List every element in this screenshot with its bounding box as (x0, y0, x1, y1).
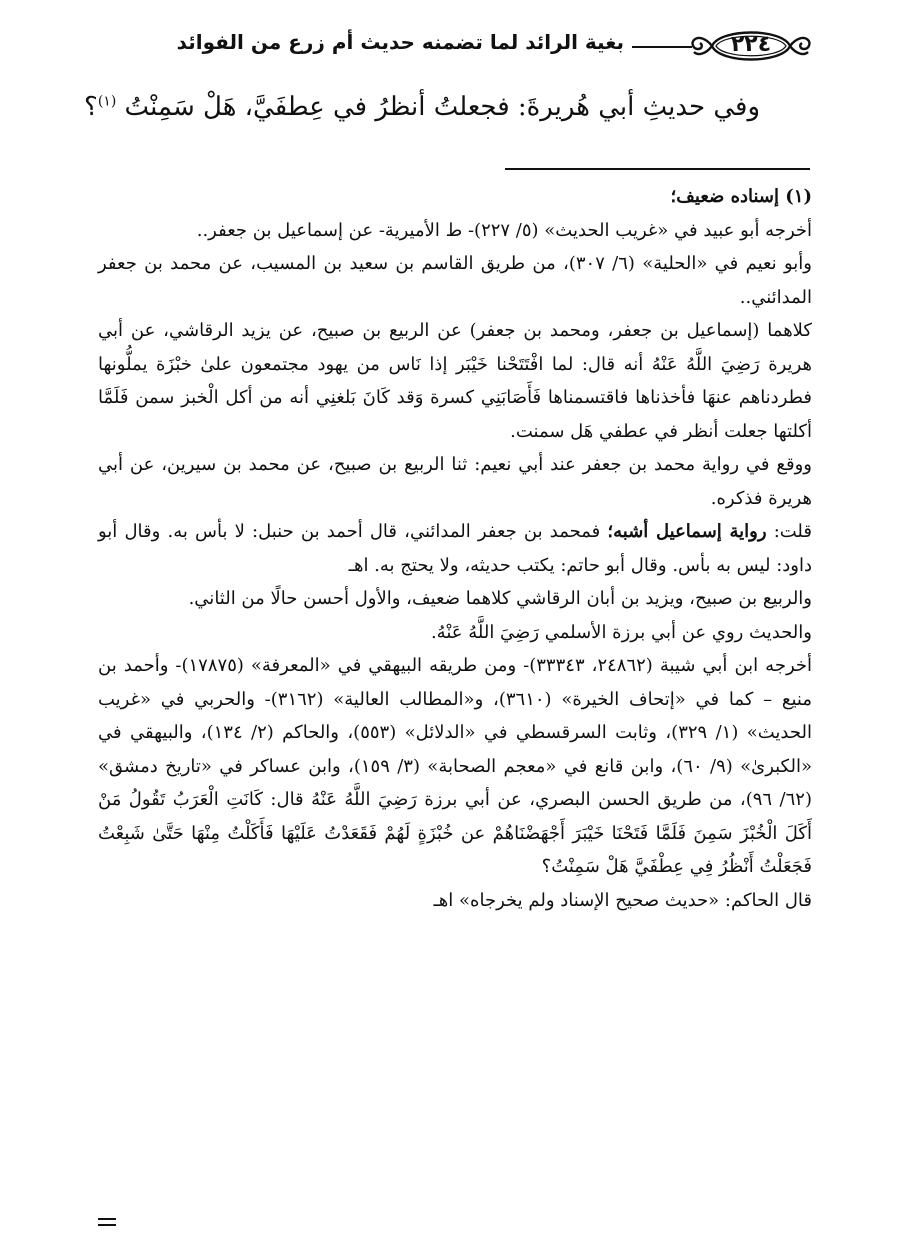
footnote-paragraph-8: أخرجه ابن أبي شيبة (٢٤٨٦٢، ٣٣٣٤٣)- ومن طريقه البيهقي في «المعرفة» (١٧٨٧٥)- وأحمد بن منيع – كما في «إتحاف الخيرة» (٣٦١٠)، و«المطالب العالية» (٣١٦٢)- والحربي في «غريب الحديث» (١/ ٣٢٩)، وثابت السرقسطي في «الدلائل» (٥٥٣)، والحاكم (٢/ ١٣٤)، والبيهقي في «الكبرىٰ» (٩/ ٦٠)، وابن قانع في «معجم الصحابة» (٣/ ١٥٩)، وابن عساكر في «تاريخ دمشق» (٦٢/ ٩٦)، من طريق الحسن البصري، عن أبي برزة رَضِيَ اللَّهُ عَنْهُ قال: كَانَتِ الْعَرَبُ تَقُولُ مَنْ أَكَلَ الْخُبْزَ سَمِنَ فَلَمَّا فَتَحْنَا خَيْبَرَ أَجْهَضْنَاهُمْ عن خُبْزَةٍ لَهُمْ فَقَعَدْتُ عَلَيْهَا فَأَكَلْتُ مِنْهَا حَتَّىٰ شَبِعْتُ فَجَعَلْتُ أَنْظُرُ فِي عِطْفَيَّ هَلْ سَمِنْتُ؟ (98, 655, 813, 877)
footnote-reference[interactable]: (١) (97, 93, 117, 110)
footnote-paragraph-3: كلاهما (إسماعيل بن جعفر، ومحمد بن جعفر) عن الربيع بن صبيح، عن يزيد الرقاشي، عن أبي هريرة رَضِيَ اللَّهُ عَنْهُ أنه قال: لما افْتَتَحْنا خَيْبَر إذا نَاس من يهود مجتمعون علىٰ خبْزَة يملُّونها فطردناهم عنهَا فأخذناها فاقتسمناها فَأَصَابَنِي كسرة وَقد كَانَ بَلغنِي أنه من أكل الْخبز سمن فَلَمَّا أكلتها جعلت أنظر في عطفي هَل سمنت. (98, 320, 812, 442)
footnote-paragraph-6: والربيع بن صبيح، ويزيد بن أبان الرقاشي كلاهما ضعيف، والأول أحسن حالًا من الثاني. (188, 588, 812, 609)
footnote-paragraph-1: أخرجه أبو عبيد في «غريب الحديث» (٥/ ٢٢٧)- ط الأميرية- عن إسماعيل بن جعفر.. (196, 219, 812, 241)
footnotes-block (98, 180, 812, 917)
footnote-separator (505, 168, 810, 170)
footnote-paragraph-4: ووقع في رواية محمد بن جعفر عند أبي نعيم: ثنا الربيع بن صبيح، عن محمد بن سيرين، عن أبي هريرة فذكره. (98, 454, 812, 509)
footnote-paragraph-7: والحديث روي عن أبي برزة الأسلمي رَضِيَ اللَّهُ عَنْهُ. (430, 621, 812, 643)
p5-lead: قلت: (773, 521, 812, 542)
page-number: ٢٢٤ (730, 32, 772, 57)
header-rule (632, 46, 692, 48)
p5-bold: رواية إسماعيل أشبه؛ (607, 521, 767, 542)
continuation-mark (98, 1218, 116, 1226)
footnote-paragraph-2: وأبو نعيم في «الحلية» (٦/ ٣٠٧)، من طريق القاسم بن سعيد بن المسيب، عن محمد بن جعفر المدائني.. (98, 253, 812, 308)
running-title: بغية الرائد لما تضمنه حديث أم زرع من الفوائد (176, 30, 624, 54)
page-header (100, 22, 812, 72)
main-text-end-punct: ؟ (84, 92, 98, 122)
page-number-badge (690, 22, 812, 70)
footnote-heading: (١) إسناده ضعيف؛ (670, 186, 812, 207)
main-text: وفي حديثِ أبي هُريرةَ: فجعلتُ أنظرُ في عِطفَيَّ، هَلْ سَمِنْتُ (124, 92, 760, 122)
main-text-line (84, 92, 760, 122)
footnote-paragraph-9: قال الحاكم: «حديث صحيح الإسناد ولم يخرجاه» اهـ (433, 889, 812, 911)
p5-rest: فمحمد بن جعفر المدائني، قال أحمد بن حنبل: لا بأس به. وقال أبو داود: ليس به بأس. وقال أبو حاتم: يكتب حديثه، ولا يحتج به. اهـ (98, 521, 812, 576)
footnote-paragraph-5 (98, 515, 812, 582)
